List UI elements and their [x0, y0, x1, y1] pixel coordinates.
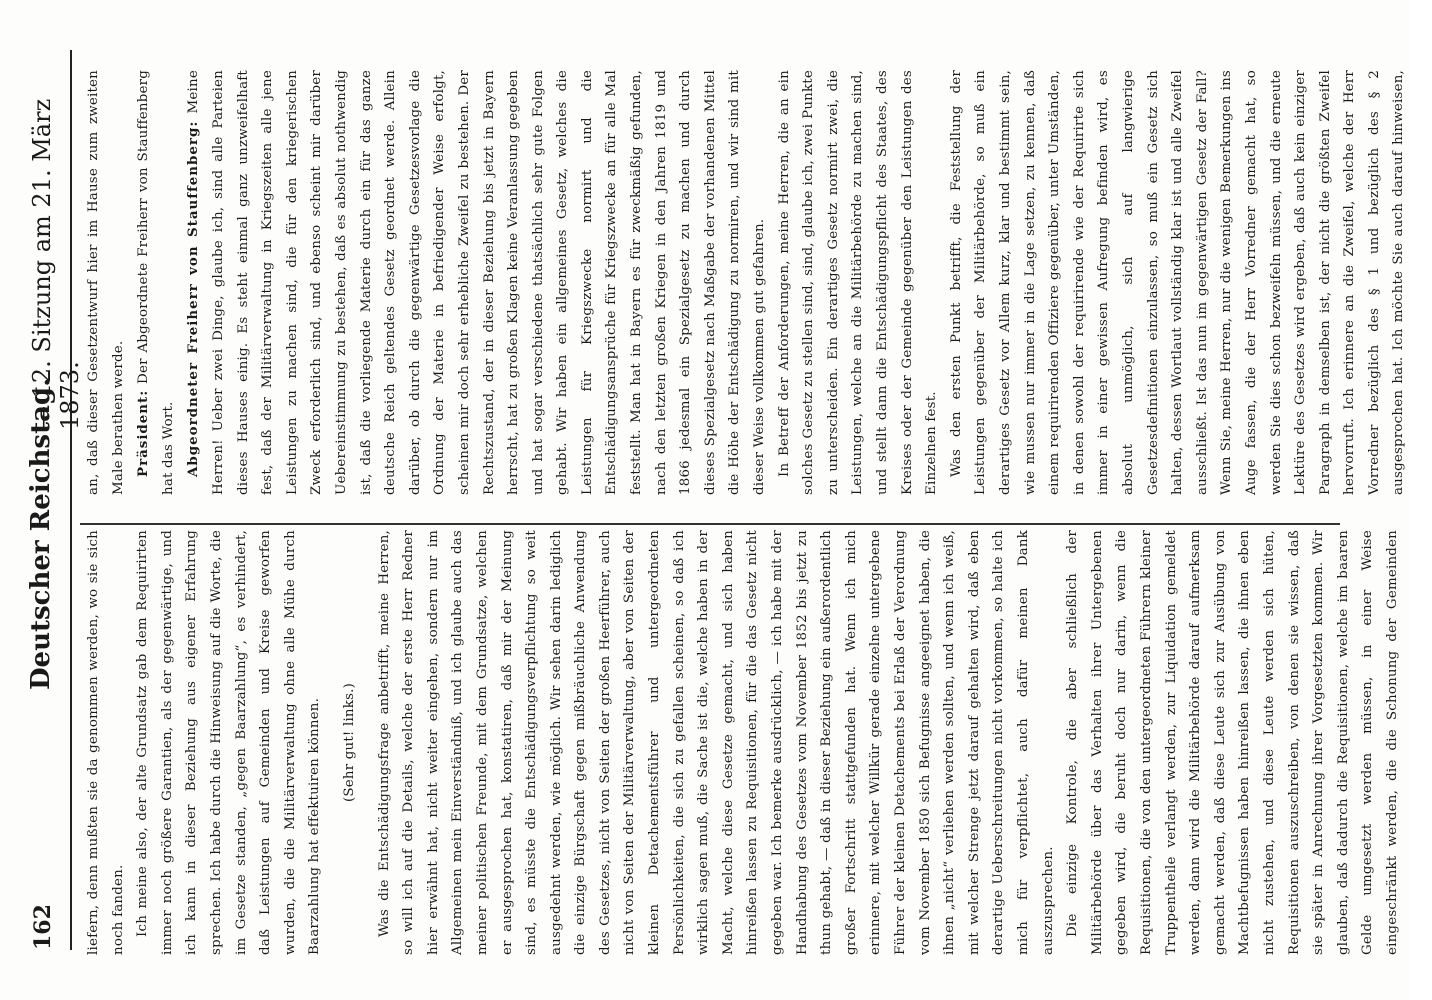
left-column	[82, 530, 1432, 955]
page-number: 162	[30, 904, 56, 950]
speaker-paragraph	[181, 70, 772, 495]
paragraph: Ich meine also, der alte Grundsatz gab dem Requirirten immer noch größere Garantien, als der gegenwärtige, und ich kann in dieser Beziehung aus eigener Erfahrung sprechen. Ich habe durch die Hinweisung auf die Worte, die im Gesetze standen, „gegen Baarzahlung“, es verhindert, daß Leistungen auf Gemeinden und Kreise geworfen wurden, die die Militärverwaltung ohne alle Mühe durch Baarzahlung hat effektuiren können.	[135, 530, 323, 955]
session-title: — 12. Sitzung am 21. März 1873.	[28, 98, 84, 430]
column-divider	[80, 523, 1340, 525]
paragraph: Was die Entschädigungsfrage anbetrifft, meine Herren, so will ich auf die Details, welche der erste Herr Redner hier erwähnt hat, nicht weiter eingehen, sondern nur im Allgemeinen mein Einverständniß, und ich glaube auch das meiner politischen Freunde, mit dem Grundsatze, welchen er ausgesprochen hat, konstatiren, daß mir der Meinung sind, es müsste die Entschädigungsverpflichtung so weit ausgedehnt werden, wie möglich. Wir sehen darin lediglich die einzige Bürgschaft gegen mißbräuchliche Anwendung des Gesetzes, nicht von Seiten der großen Heerführer, auch nicht von Seiten der Militärverwaltung, aber von Seiten der kleinen Detachementsführer und untergeordneten Persönlichkeiten, die sich zu gefallen scheinen, so daß ich wirklich sagen muß, die Sache ist die, welche haben in der Macht, welche diese Gesetze gemacht, und sich haben hinreißen lassen zu Requisitionen, für die das Gesetz nicht gegeben war. Ich bemerke ausdrücklich, — ich habe mit der Handhabung des Gesetzes vom November 1852 bis jetzt zu thun gehabt, — daß in dieser Beziehung ein außerordentlich großer Fortschritt stattgefunden hat. Wenn ich mich erinnere, mit welcher Willkür gerade einzelne untergebene Führer der kleinen Detachements bei Erlaß der Verordnung vom November 1850 sich Befugnisse angeeignet haben, die ihnen „nicht“ verliehen werden sollten, und wenn ich weiß, mit welcher Strenge jetzt darauf gehalten wird, daß eben derartige Ueberschreitungen nicht vorkommen, so halte ich mich für verpflichtet, auch dafür meinen Dank auszusprechen.	[376, 530, 1056, 955]
paragraph: Was den ersten Punkt betrifft, die Feststellung der Leistungen gegenüber der Militärbehörde, so muß ein derartiges Gesetz vor Allem kurz, klar und bestimmt sein, wie mussen nur immer in die Lage setzen, zu kennen, daß einem requirirenden Offiziere gegenüber, unter Umständen, in denen sowohl der requirirende wie der Requirirte sich immer in einer gewissen Aufregung befinden wird, es absolut unmöglich, sich auf langwierige Gesetzesdefinitionen einzulassen, so muß ein Gesetz sich halten, dessen Wortlaut vollständig klar ist und alle Zweifel ausschließt. Ist das nun im gegenwärtigen Gesetz der Fall? Wenn Sie, meine Herren, nur die wenigen Bemerkungen ins Auge fassen, die der Herr Vorredner gemacht hat, so werden Sie dies schon bezweifeln müssen, und die erneute Lektüre des Gesetzes wird ergeben, daß auch kein einziger Paragraph in demselben ist, der nicht die größten Zweifel hervorruft. Ich erinnere an die Zweifel, welche der Herr Vorredner bezüglich des § 1 und bezüglich des § 2 ausgesprochen hat. Ich möchte Sie auch darauf hinweisen,	[948, 70, 1407, 495]
paragraph: an, daß dieser Gesetzentwurf hier im Hause zum zweiten Male berathen werde.	[86, 70, 126, 495]
speech-text: Der Abgeordnete Freiherr von Stauffenberg hat das Wort.	[136, 70, 176, 495]
president-paragraph	[131, 70, 181, 495]
page-header	[20, 50, 84, 950]
credit-strip	[1410, 0, 1432, 1000]
rotated-page-content	[20, 20, 1407, 980]
paragraph: In Betreff der Anforderungen, meine Herren, die an ein solches Gesetz zu stellen sind, sind, glaube ich, zwei Punkte zu unterscheiden. Ein derartiges Gesetz normirt zwei, die Leistungen, welche an die Militärbehörde zu machen sind, und stellt dann die Entschädigungspflicht des Staates, des Kreises oder der Gemeinde gegenüber den Leistungen des Einzelnen fest.	[776, 70, 940, 495]
speaker-label: Abgeordneter Freiherr von Stauffenberg:	[185, 120, 202, 477]
applause-note: (Sehr gut! links.)	[341, 682, 357, 803]
speaker-label: Präsident:	[135, 389, 152, 477]
journal-title: Deutscher Reichstag.	[26, 377, 56, 690]
paragraph: Die einzige Kontrole, die aber schließlich der Militärbehörde über das Verhalten ihrer Untergebenen gegeben wird, die beruht doch nur darin, wenn die Requisitionen, die von den untergeordneten Führern kleiner Truppentheile verlangt werden, zur Liquidation gemeldet werden, dann wird die Militärbehörde darauf aufmerksam gemacht werden, daß diese Leute sich zur Ausübung von Machtbefugnissen haben hinreißen lassen, die ihnen eben nicht zustehen, und diese Leute werden sich hüten, Requisitionen auszuschreiben, von denen sie wissen, daß sie später in Anrechnung ihrer Vorgesetzten kommen. Wir glauben, daß dadurch die Requisitionen, welche im baaren Gelde umgesetzt werden müssen, in einer Weise eingeschränkt werden, die die Schonung der Gemeinden	[1065, 530, 1400, 955]
paragraph: liefern, denn mußten sie da genommen werden, wo sie sich noch fanden.	[86, 530, 126, 955]
speech-text: Meine Herren! Ueber zwei Dinge, glaube ich, sind alle Parteien dieses Hauses einig. Es steht einmal ganz unzweifelhaft fest, daß der Militärverwaltung in Kriegszeiten alle jene Leistungen zu machen sind, die für den kriegerischen Zweck erforderlich sind, und ebenso scheint mir darüber Uebereinstimmung zu bestehen, daß es absolut nothwendig ist, daß die vorliegende Materie durch ein für das ganze deutsche Reich geltendes Gesetz geordnet werde. Allein darüber, ob durch die gegenwärtige Gesetzesvorlage die Ordnung der Materie in befriedigender Weise erfolgt, scheinen mir doch sehr erhebliche Zweifel zu bestehen. Der Rechtszustand, der in dieser Beziehung bis jetzt in Bayern herrscht, hat zu großen Klagen keine Veranlassung gegeben und hat sogar verschiedene thatsächlich sehr gute Folgen gehabt. Wir haben ein allgemeines Gesetz, welches die Leistungen für Kriegszwecke normirt und die Entschädigungsansprüche für Kriegszwecke an für alle Mal feststellt. Man hat in Bayern es für zweckmäßig gefunden, nach den letzten großen Kriegen in den Jahren 1819 und 1866 jedesmal ein Spezialgesetz zu machen und durch dieses Spezialgesetz nach Maßgabe der vorhandenen Mittel die Höhe der Entschädigung zu normiren, und wir sind mit dieser Weise vollkommen gut gefahren.	[186, 70, 768, 495]
right-column	[82, 70, 1432, 495]
